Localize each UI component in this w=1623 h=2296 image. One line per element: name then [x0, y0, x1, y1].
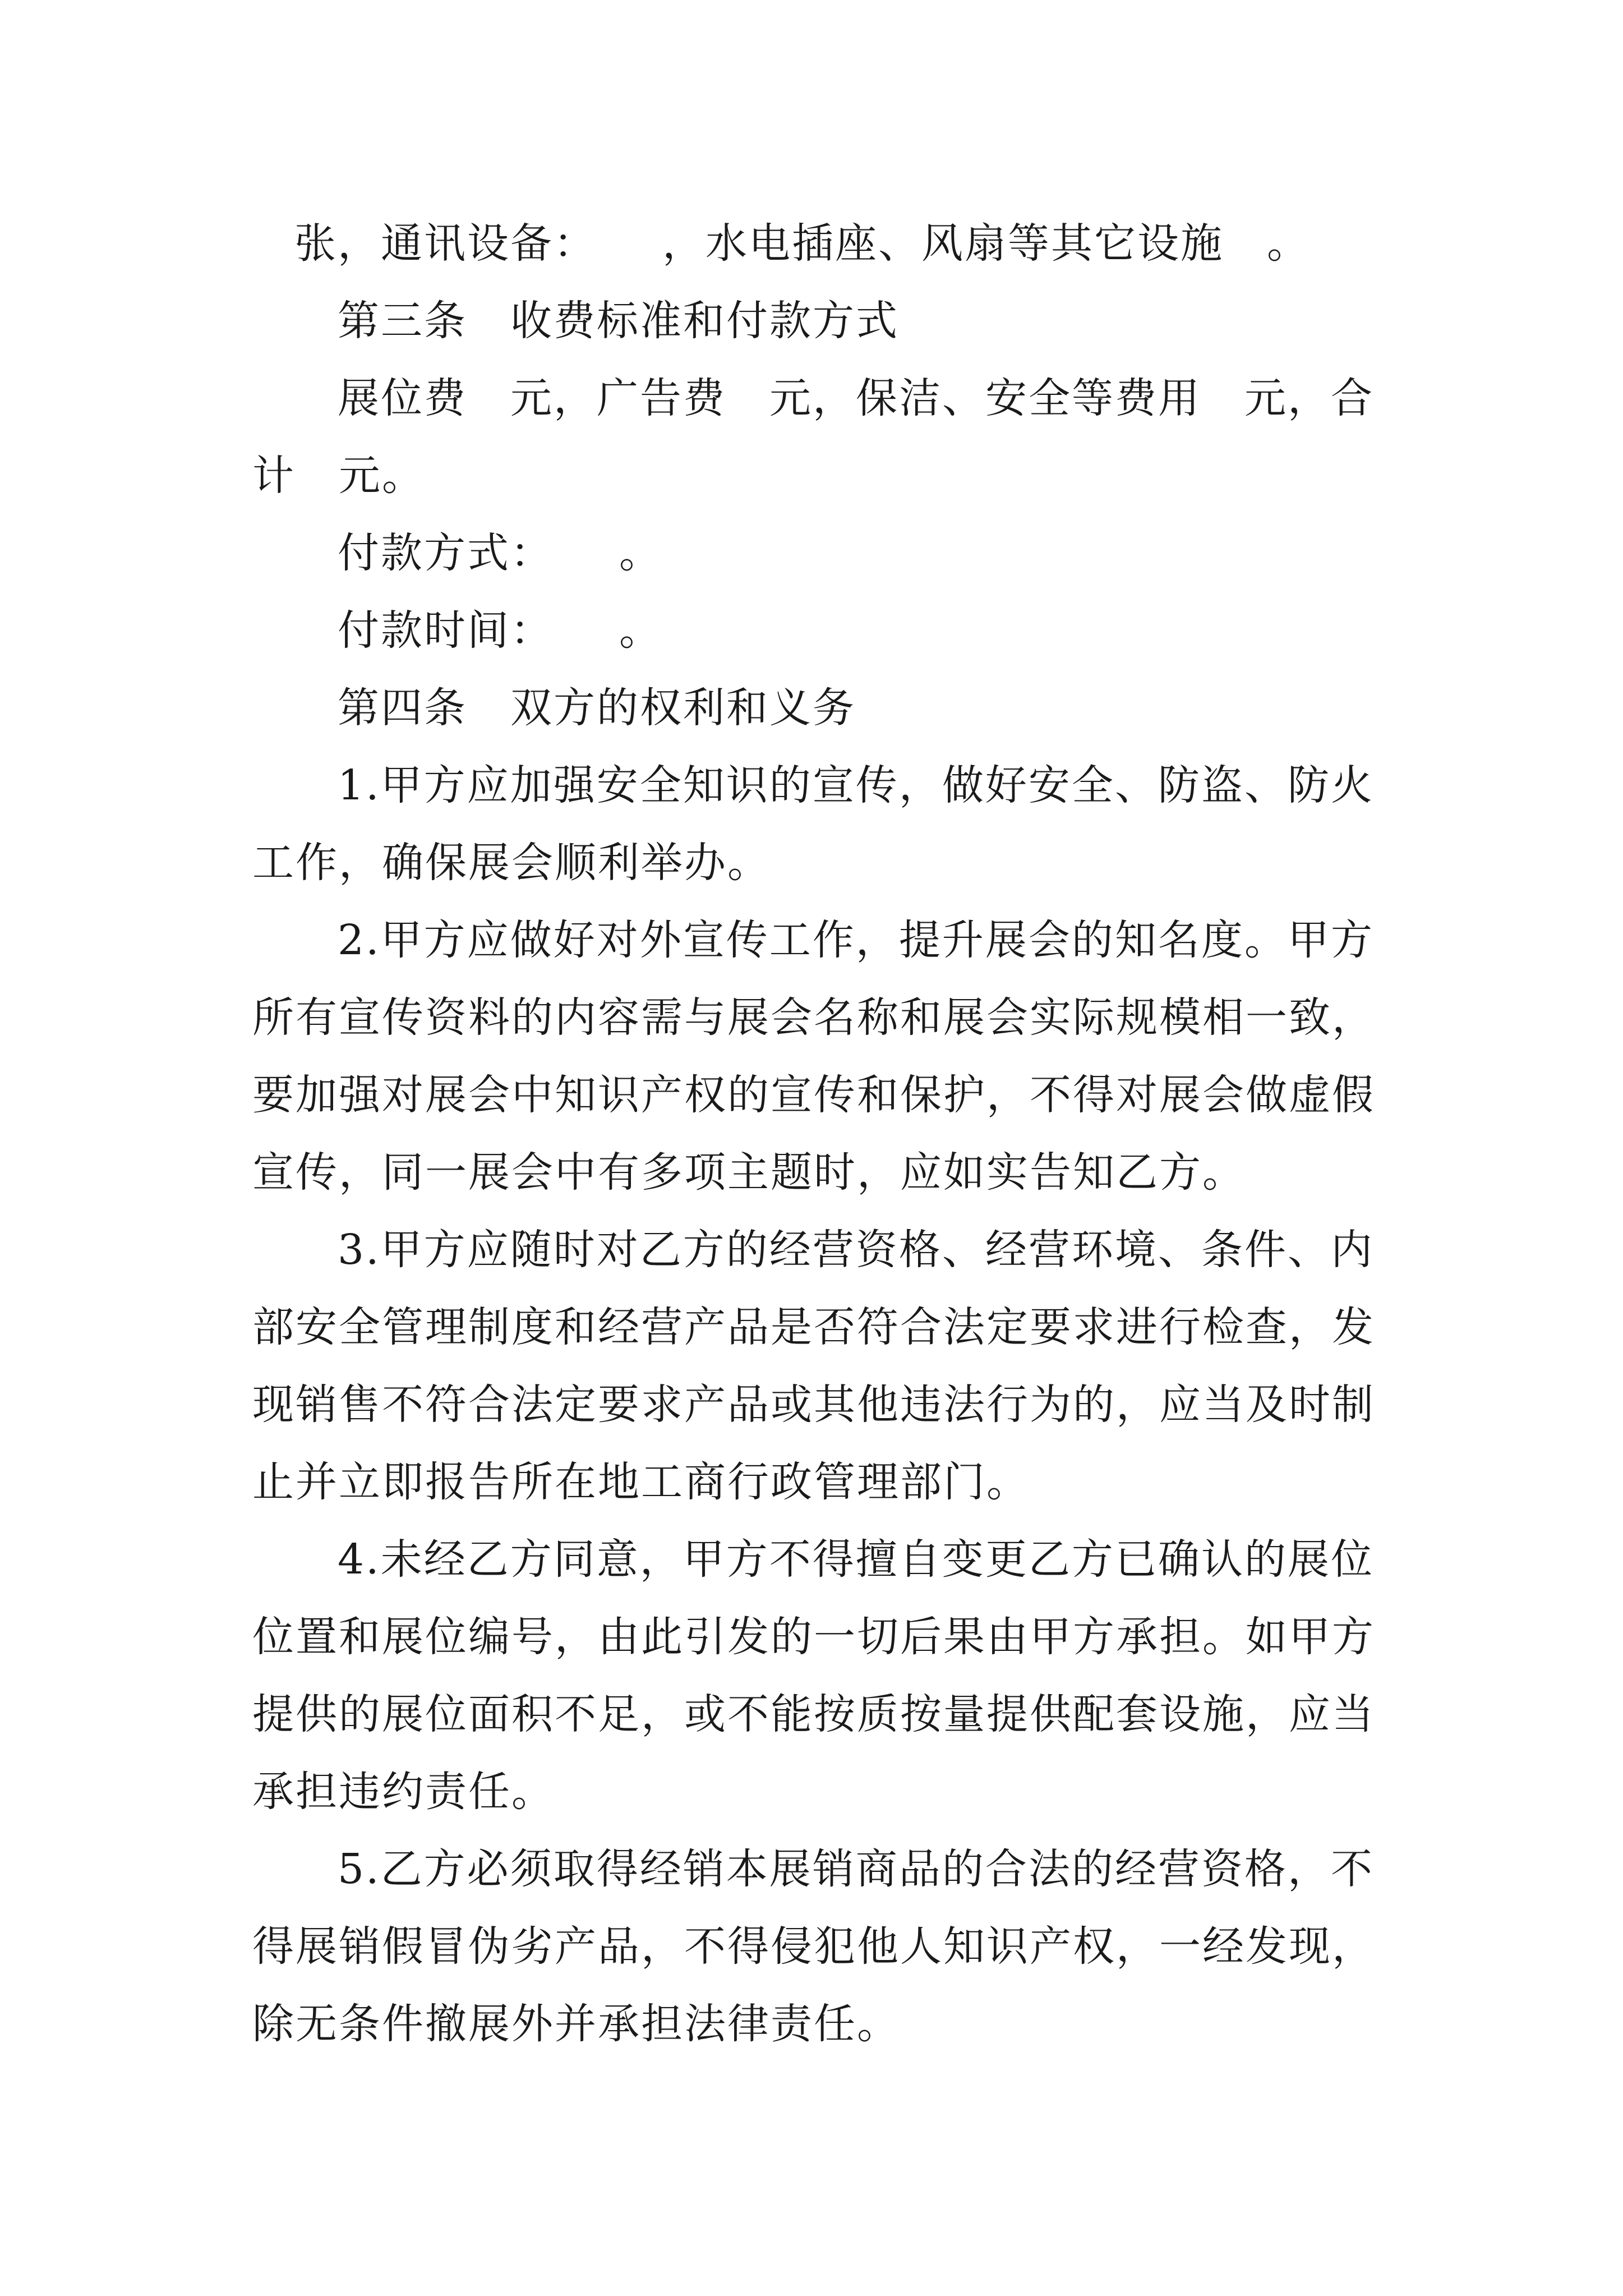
text-line: 除无条件撤展外并承担法律责任。	[252, 2000, 900, 2048]
text-line: 2.甲方应做好对外宣传工作，提升展会的知名度。甲方	[338, 916, 1374, 964]
section-heading: 第四条 双方的权利和义务	[338, 684, 856, 732]
text-line: 提供的展位面积不足，或不能按质按量提供配套设施，应当	[252, 1690, 1375, 1738]
text-line: 张，通讯设备： ，水电插座、风扇等其它设施 。	[294, 219, 1310, 268]
text-line: 承担违约责任。	[252, 1768, 555, 1816]
text-line: 付款时间： 。	[338, 606, 662, 655]
text-line: 计 元。	[252, 452, 425, 500]
text-line: 得展销假冒伪劣产品，不得侵犯他人知识产权，一经发现，	[252, 1922, 1375, 1971]
text-line: 要加强对展会中知识产权的宣传和保护，不得对展会做虚假	[252, 1071, 1375, 1119]
text-line: 4.未经乙方同意，甲方不得擅自变更乙方已确认的展位	[338, 1535, 1374, 1584]
text-line: 宣传，同一展会中有多项主题时，应如实告知乙方。	[252, 1148, 1246, 1197]
section-heading: 第三条 收费标准和付款方式	[338, 297, 899, 345]
text-line: 展位费 元，广告费 元，保洁、安全等费用 元，合	[338, 374, 1374, 422]
text-line: 1.甲方应加强安全知识的宣传，做好安全、防盗、防火	[338, 761, 1374, 809]
text-line: 部安全管理制度和经营产品是否符合法定要求进行检查，发	[252, 1303, 1375, 1351]
text-line: 3.甲方应随时对乙方的经营资格、经营环境、条件、内	[338, 1226, 1374, 1274]
text-line: 付款方式： 。	[338, 529, 662, 577]
text-line: 现销售不符合法定要求产品或其他违法行为的，应当及时制	[252, 1381, 1375, 1429]
text-line: 位置和展位编号，由此引发的一切后果由甲方承担。如甲方	[252, 1613, 1375, 1661]
text-line: 所有宣传资料的内容需与展会名称和展会实际规模相一致，	[252, 993, 1375, 1042]
text-line: 5.乙方必须取得经销本展销商品的合法的经营资格，不	[338, 1845, 1374, 1893]
text-line: 工作，确保展会顺利举办。	[252, 839, 771, 887]
text-line: 止并立即报告所在地工商行政管理部门。	[252, 1458, 1030, 1506]
